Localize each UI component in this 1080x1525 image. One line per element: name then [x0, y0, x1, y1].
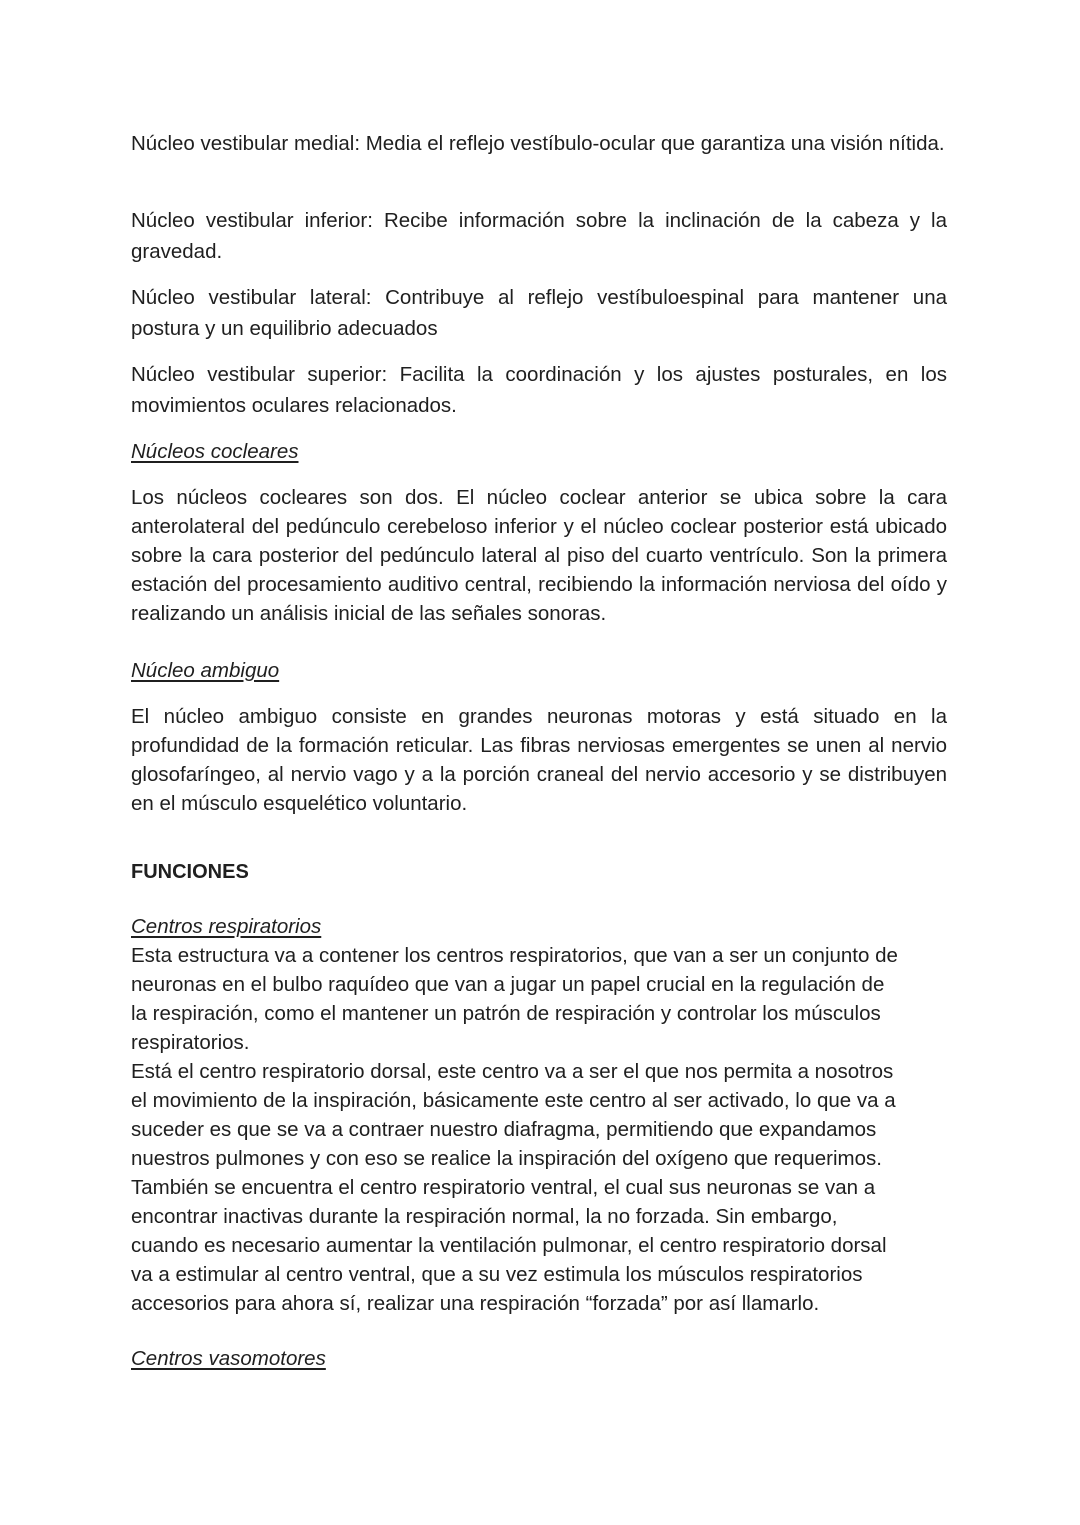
- heading-nucleo-ambiguo: Núcleo ambiguo: [131, 659, 280, 682]
- heading-centros-vasomotores: Centros vasomotores: [131, 1347, 326, 1370]
- text-line: accesorios para ahora sí, realizar una respiración “forzada” por así llamarlo.: [131, 1292, 820, 1315]
- heading-nucleos-cocleares: Núcleos cocleares: [131, 440, 299, 463]
- heading-funciones: FUNCIONES: [131, 861, 249, 883]
- text-line: el movimiento de la inspiración, básicamente este centro al ser activado, lo que va a: [131, 1089, 896, 1112]
- paragraph-vestibular-lateral: Núcleo vestibular lateral: Contribuye al reflejo vestíbuloespinal para mantener una postura y un equilibrio adecuados: [131, 286, 947, 340]
- text-line: cuando es necesario aumentar la ventilación pulmonar, el centro respiratorio dorsal: [131, 1234, 887, 1257]
- paragraph-nucleos-cocleares: Los núcleos cocleares son dos. El núcleo coclear anterior se ubica sobre la cara anterolateral del pedúnculo cerebeloso inferior y el núcleo coclear posterior está ubicado sobre la cara posterior del pedúnculo lateral al piso del cuarto ventrículo. Son la primera estación del procesamiento auditivo central, recibiendo la información nerviosa del oído y realizando un análisis inicial de las señales sonoras.: [131, 486, 947, 625]
- paragraph-vestibular-superior: Núcleo vestibular superior: Facilita la coordinación y los ajustes posturales, en los movimientos oculares relacionados.: [131, 363, 947, 417]
- paragraph-vestibular-medial: Núcleo vestibular medial: Media el reflejo vestíbulo-ocular que garantiza una visión nítida.: [131, 132, 945, 155]
- text-line: la respiración, como el mantener un patrón de respiración y controlar los músculos: [131, 1002, 881, 1025]
- paragraph-nucleo-ambiguo: El núcleo ambiguo consiste en grandes neuronas motoras y está situado en la profundidad de la formación reticular. Las fibras nerviosas emergentes se unen al nervio glosofaríngeo, al nervio vago y a la porción craneal del nervio accesorio y se distribuyen en el músculo esquelético voluntario.: [131, 705, 947, 815]
- text-line: va a estimular al centro ventral, que a su vez estimula los músculos respiratorios: [131, 1263, 863, 1286]
- text-line: respiratorios.: [131, 1031, 250, 1054]
- text-line: neuronas en el bulbo raquídeo que van a jugar un papel crucial en la regulación de: [131, 973, 885, 996]
- paragraph-vestibular-inferior: Núcleo vestibular inferior: Recibe información sobre la inclinación de la cabeza y la gravedad.: [131, 209, 947, 263]
- text-line: encontrar inactivas durante la respiración normal, la no forzada. Sin embargo,: [131, 1205, 838, 1228]
- paragraph-centros-respiratorios: [131, 941, 947, 1318]
- text-line: suceder es que se va a contraer nuestro diafragma, permitiendo que expandamos: [131, 1118, 877, 1141]
- text-line: nuestros pulmones y con eso se realice la inspiración del oxígeno que requerimos.: [131, 1147, 882, 1170]
- text-line: Esta estructura va a contener los centros respiratorios, que van a ser un conjunto de: [131, 944, 898, 967]
- heading-centros-respiratorios: Centros respiratorios: [131, 915, 322, 938]
- text-line: Está el centro respiratorio dorsal, este centro va a ser el que nos permita a nosotros: [131, 1060, 894, 1083]
- text-line: También se encuentra el centro respiratorio ventral, el cual sus neuronas se van a: [131, 1176, 876, 1199]
